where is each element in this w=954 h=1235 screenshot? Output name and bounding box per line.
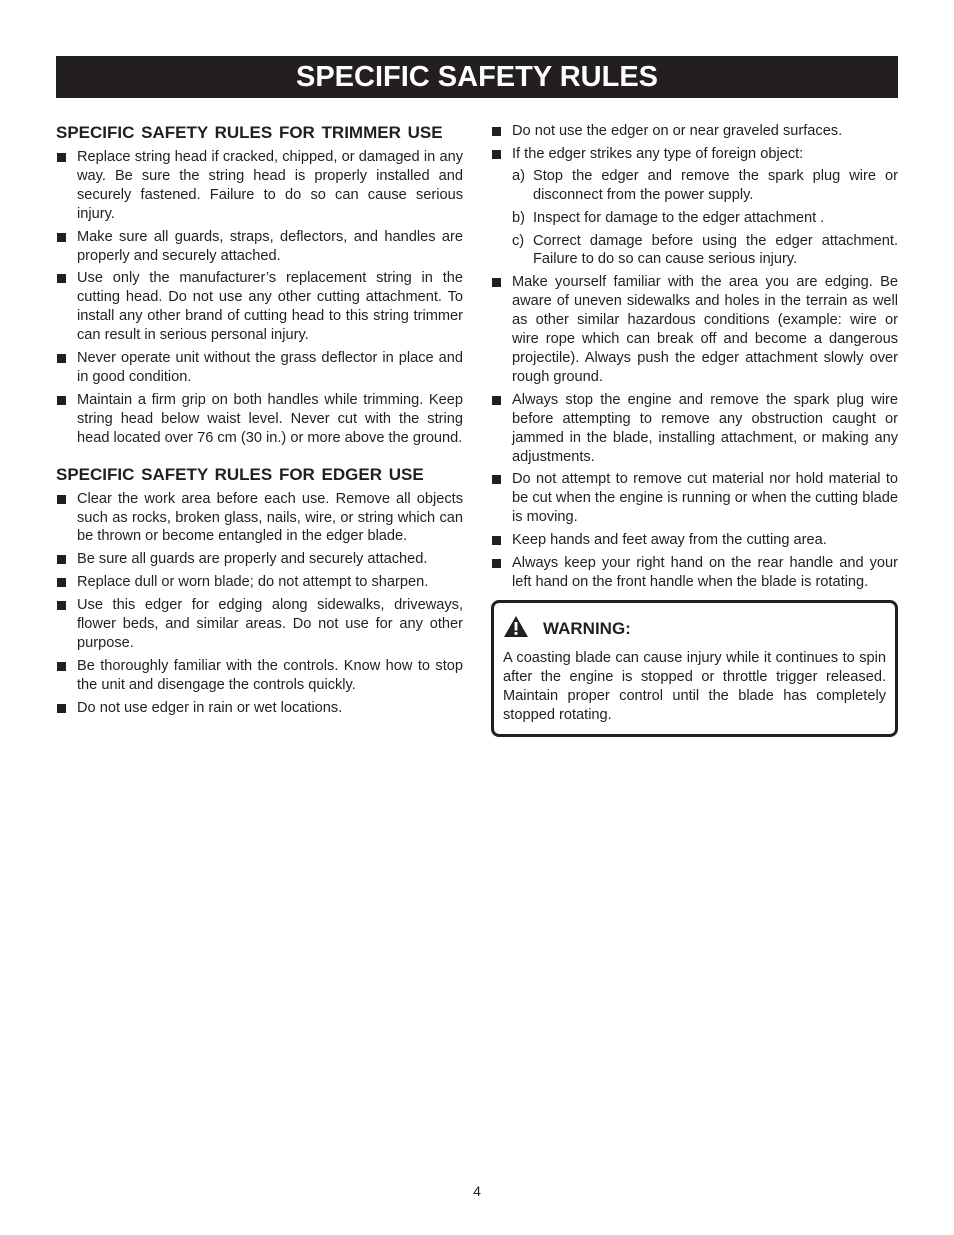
sub-list-text: Correct damage before using the edger attachment. Failure to do so can cause serious injury. — [533, 232, 898, 268]
page-title: SPECIFIC SAFETY RULES — [56, 56, 898, 98]
list-item: Use only the manufacturer’s replacement string in the cutting head. Do not use any other cutting attachment. To install any other brand of cutting head to this string trimmer can result in serious personal injury. — [56, 269, 463, 345]
list-item: Make sure all guards, straps, deflectors, and handles are properly and securely attached. — [56, 228, 463, 266]
trimmer-rules-heading: SPECIFIC SAFETY RULES FOR TRIMMER USE — [56, 123, 443, 142]
list-item: Always stop the engine and remove the spark plug wire before attempting to remove any obstruction caught or jammed in the blade, installing attachment, or making any adjustments. — [491, 391, 898, 467]
list-item: Replace dull or worn blade; do not attempt to sharpen. — [56, 573, 463, 592]
list-item: Do not use edger in rain or wet locations. — [56, 699, 463, 718]
list-item-text: If the edger strikes any type of foreign object: — [512, 145, 804, 162]
list-item: Always keep your right hand on the rear handle and your left hand on the front handle when the blade is rotating. — [491, 554, 898, 592]
list-item: Replace string head if cracked, chipped, or damaged in any way. Be sure the string head is properly installed and securely fastened. Failure to do so can cause serious injury. — [56, 148, 463, 224]
sub-list-letter: b) — [512, 209, 525, 226]
sub-list — [512, 167, 898, 270]
list-item: Clear the work area before each use. Remove all objects such as rocks, broken glass, nails, wire, or string which can be thrown or become entangled in the edger blade. — [56, 490, 463, 547]
list-item: Never operate unit without the grass deflector in place and in good condition. — [56, 349, 463, 387]
right-column — [491, 122, 898, 737]
list-item: Do not use the edger on or near graveled surfaces. — [491, 122, 898, 141]
sub-list-item — [512, 167, 898, 205]
edger-rules-list-continued — [491, 122, 898, 592]
edger-rules-list — [56, 490, 463, 718]
warning-title: WARNING: — [543, 618, 631, 638]
sub-list-item — [512, 232, 898, 270]
list-item: Do not attempt to remove cut material nor hold material to be cut when the engine is running or when the cutting blade is moving. — [491, 470, 898, 527]
trimmer-rules-list — [56, 148, 463, 448]
list-item — [491, 145, 898, 269]
list-item: Make yourself familiar with the area you are edging. Be aware of uneven sidewalks and holes in the terrain as well as other similar hazardous conditions (example: wire or wire rope which can break off and become a dangerous projectile). Always push the edger attachment slowly over rough ground. — [491, 273, 898, 386]
list-item: Be sure all guards are properly and securely attached. — [56, 550, 463, 569]
sub-list-item — [512, 209, 898, 228]
sub-list-text: Stop the edger and remove the spark plug wire or disconnect from the power supply. — [533, 167, 898, 203]
list-item: Maintain a firm grip on both handles while trimming. Keep string head below waist level. Never cut with the string head located over 76 cm (30 in.) or more above the ground. — [56, 391, 463, 448]
edger-rules-heading: SPECIFIC SAFETY RULES FOR EDGER USE — [56, 464, 424, 484]
warning-header — [503, 615, 886, 643]
warning-triangle-icon — [503, 615, 529, 643]
list-item: Keep hands and feet away from the cutting area. — [491, 531, 898, 550]
sub-list-text: Inspect for damage to the edger attachment . — [533, 209, 825, 226]
list-item: Use this edger for edging along sidewalks, driveways, flower beds, and similar areas. Do not use for any other purpose. — [56, 596, 463, 653]
warning-box — [491, 600, 898, 738]
list-item: Be thoroughly familiar with the controls. Know how to stop the unit and disengage the controls quickly. — [56, 657, 463, 695]
sub-list-letter: c) — [512, 232, 525, 249]
sub-list-letter: a) — [512, 167, 525, 184]
warning-text: A coasting blade can cause injury while it continues to spin after the engine is stopped or throttle trigger released. Maintain proper control until the blade has completely stopped rotating. — [503, 649, 886, 723]
page-number: 4 — [473, 1183, 481, 1199]
left-column — [56, 122, 463, 722]
